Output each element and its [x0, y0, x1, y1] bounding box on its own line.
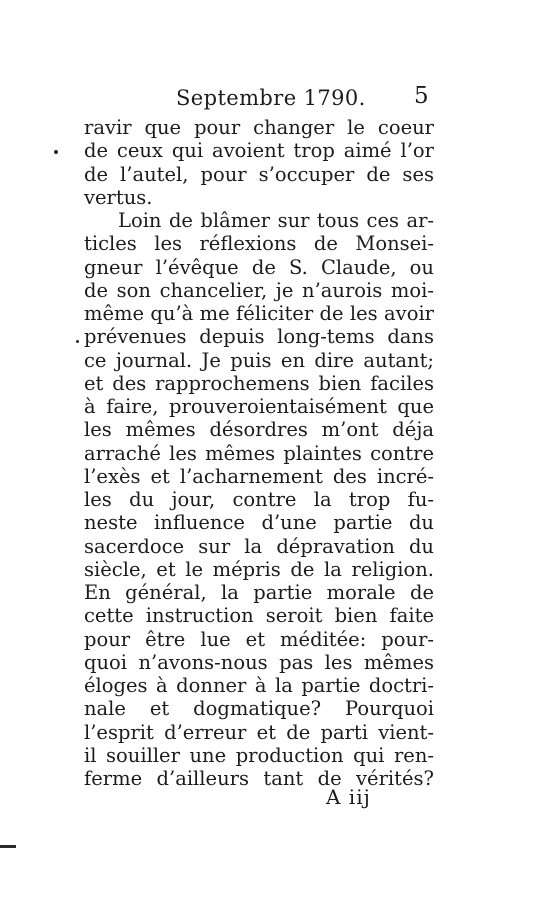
margin-ink-dot — [76, 340, 79, 343]
text-line: vertus. — [84, 185, 153, 209]
text-line: et des rapprochemens bien faciles — [84, 371, 434, 395]
text-line: prévenues depuis long-tems dans — [84, 325, 434, 349]
text-line: En général, la partie morale de — [84, 581, 434, 604]
text-line: de ceux qui avoient trop aimé l’or — [84, 139, 434, 163]
text-line: quoi n’avons-nous pas les mêmes — [84, 650, 434, 674]
text-line: ravir que pour changer le coeur — [84, 116, 434, 139]
text-line: ticles les réflexions de Monsei- — [84, 232, 434, 256]
text-line: Loin de blâmer sur tous ces ar- — [118, 209, 434, 232]
margin-ink-dot — [54, 150, 58, 154]
text-line: sacerdoce sur la dépravation du — [84, 534, 434, 558]
text-line: de son chancelier, je n’aurois moi- — [84, 278, 434, 302]
text-line: les mêmes désordres m’ont déja — [84, 418, 434, 442]
text-line: les du jour, contre la trop fu- — [84, 488, 434, 511]
page-header — [176, 83, 436, 116]
text-line: siècle, et le mépris de la religion. — [84, 557, 434, 581]
text-line: l’esprit d’erreur et de parti vient- — [84, 720, 434, 744]
text-line: pour être lue et méditée: pour- — [84, 627, 434, 651]
body-text — [84, 116, 434, 790]
text-line: il souiller une production qui ren- — [84, 743, 434, 767]
running-title: Septembre 1790. — [176, 86, 366, 110]
page-number: 5 — [414, 83, 430, 109]
text-line: ferme d’ailleurs tant de vérités? — [84, 767, 434, 790]
text-line: ce journal. Je puis en dire autant; — [84, 348, 434, 372]
text-line: gneur l’évêque de S. Claude, ou — [84, 255, 434, 279]
text-line: de l’autel, pour s’occuper de ses — [84, 162, 434, 186]
text-line: à faire, prouveroientaisément que — [84, 395, 434, 418]
text-line: cette instruction seroit bien faite — [84, 604, 434, 628]
text-line: même qu’à me féliciter de les avoir — [84, 302, 434, 325]
margin-ink-dash — [0, 845, 16, 848]
text-line: nale et dogmatique? Pourquoi — [84, 697, 434, 721]
text-line: neste influence d’une partie du — [84, 511, 434, 535]
text-line: l’exès et l’acharnement des incré- — [84, 464, 434, 488]
text-line: arraché les mêmes plaintes contre — [84, 441, 434, 465]
text-line: éloges à donner à la partie doctri- — [84, 674, 434, 697]
signature-mark: A iij — [326, 785, 371, 809]
